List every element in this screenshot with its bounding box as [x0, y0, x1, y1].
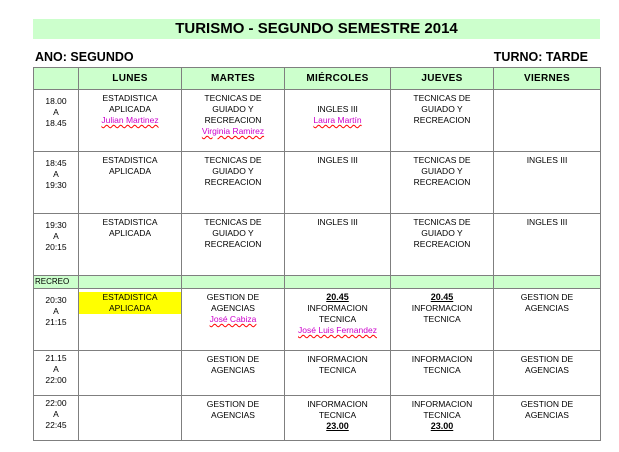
day-header: MIÉRCOLES: [285, 68, 391, 90]
class-cell: [285, 152, 391, 214]
time-text: A: [53, 409, 59, 419]
subject-text: RECREACION: [413, 239, 471, 249]
class-cell: [391, 289, 494, 351]
class-cell: [182, 214, 285, 276]
subject-text: GESTION DE: [206, 399, 260, 409]
subject-text: GUIADO Y: [421, 228, 463, 238]
time-text: A: [53, 306, 59, 316]
day-header: MARTES: [182, 68, 285, 90]
class-cell: [285, 396, 391, 441]
time-slot: [34, 90, 79, 152]
subject-text: TECNICA: [423, 365, 461, 375]
shift-label: TURNO: TARDE: [493, 50, 588, 64]
class-cell: [391, 90, 494, 152]
class-cell: [494, 214, 601, 276]
subject-text: AGENCIAS: [525, 303, 569, 313]
subject-text: [285, 93, 390, 104]
recreo-cell: [285, 276, 391, 289]
header-corner: [34, 68, 79, 90]
subject-text: INFORMACION: [411, 399, 473, 409]
schedule-row: [34, 214, 601, 276]
class-cell: [391, 214, 494, 276]
subject-text: TECNICAS DE: [204, 155, 262, 165]
class-cell: [182, 396, 285, 441]
subject-text: GESTION DE: [520, 399, 574, 409]
time-text: 22:00: [45, 375, 67, 385]
recreo-cell: [182, 276, 285, 289]
recreo-cell: [79, 276, 182, 289]
day-header: VIERNES: [494, 68, 601, 90]
class-cell: [494, 152, 601, 214]
recreo-row: [34, 276, 601, 289]
subject-text: TECNICA: [318, 365, 357, 375]
schedule-title: TURISMO - SEGUNDO SEMESTRE 2014: [33, 19, 600, 39]
subject-text: RECREACION: [204, 239, 262, 249]
subject-text: ESTADISTICA: [102, 93, 158, 103]
subject-text: INFORMACION: [411, 303, 473, 313]
subject-text: GESTION DE: [206, 292, 260, 302]
subject-text: APLICADA: [108, 104, 152, 114]
time-slot: [34, 152, 79, 214]
subject-text: INFORMACION: [307, 354, 368, 364]
schedule-row: [34, 289, 601, 351]
subject-text: INFORMACION: [307, 399, 368, 409]
subject-text: TECNICAS DE: [413, 217, 471, 227]
subject-text: INGLES III: [526, 155, 568, 165]
time-slot: [34, 396, 79, 441]
subject-text: GESTION DE: [520, 354, 574, 364]
start-time: 20.45: [326, 292, 349, 302]
subject-text: AGENCIAS: [211, 303, 255, 313]
class-cell: [494, 351, 601, 396]
class-cell: [494, 396, 601, 441]
subject-text: INFORMACION: [307, 303, 368, 313]
subject-text: APLICADA: [108, 228, 152, 238]
subject-text: TECNICA: [423, 410, 461, 420]
subject-text: ESTADISTICA: [79, 292, 181, 303]
recreo-label: RECREO: [34, 276, 79, 289]
subject-text: AGENCIAS: [525, 365, 569, 375]
time-text: 20:15: [45, 242, 67, 252]
subject-text: ESTADISTICA: [102, 217, 158, 227]
subject-text: AGENCIAS: [211, 410, 255, 420]
end-time: 23.00: [326, 421, 349, 431]
teacher-name: Virginia Ramirez: [201, 126, 265, 136]
class-cell: [494, 90, 601, 152]
class-cell: [182, 152, 285, 214]
subject-text: INGLES III: [317, 104, 358, 114]
schedule-row: [34, 152, 601, 214]
subject-text: AGENCIAS: [525, 410, 569, 420]
subject-text: GUIADO Y: [212, 228, 254, 238]
subject-text: GUIADO Y: [212, 166, 254, 176]
header-row: [34, 68, 601, 90]
time-text: 21:15: [45, 317, 67, 327]
time-text: 22:00: [45, 398, 67, 408]
subject-text: APLICADA: [79, 303, 181, 314]
time-text: 19:30: [45, 180, 67, 190]
subject-text: GUIADO Y: [421, 104, 463, 114]
subject-text: TECNICAS DE: [204, 93, 262, 103]
time-text: A: [53, 364, 59, 374]
time-text: 18.00: [45, 96, 67, 106]
schedule-table: [33, 67, 601, 441]
class-cell: [182, 351, 285, 396]
recreo-cell: [494, 276, 601, 289]
time-text: 19:30: [45, 220, 67, 230]
subject-text: TECNICAS DE: [413, 93, 471, 103]
class-cell: [391, 351, 494, 396]
time-slot: [34, 289, 79, 351]
class-cell: [285, 289, 391, 351]
time-slot: [34, 351, 79, 396]
time-text: A: [53, 231, 59, 241]
time-text: 22:45: [45, 420, 67, 430]
class-cell: [79, 90, 182, 152]
subject-text: GESTION DE: [520, 292, 574, 302]
time-text: A: [53, 107, 59, 117]
subject-text: ESTADISTICA: [102, 155, 158, 165]
day-header: LUNES: [79, 68, 182, 90]
subject-text: RECREACION: [204, 177, 262, 187]
subject-text: GESTION DE: [206, 354, 260, 364]
subject-text: INGLES III: [526, 217, 568, 227]
time-text: 18:45: [45, 158, 67, 168]
subject-text: RECREACION: [204, 115, 262, 125]
class-cell: [79, 396, 182, 441]
time-slot: [34, 214, 79, 276]
subject-text: TECNICA: [423, 314, 461, 324]
time-text: A: [53, 169, 59, 179]
subject-text: INFORMACION: [411, 354, 473, 364]
subject-text: RECREACION: [413, 177, 471, 187]
class-cell: [391, 396, 494, 441]
day-header: JUEVES: [391, 68, 494, 90]
start-time: 20.45: [430, 292, 454, 302]
class-cell: [285, 90, 391, 152]
time-text: 18.45: [45, 118, 67, 128]
class-cell: [182, 289, 285, 351]
subject-text: AGENCIAS: [211, 365, 255, 375]
subject-text: GUIADO Y: [421, 166, 463, 176]
subject-text: TECNICAS DE: [204, 217, 262, 227]
class-cell: [494, 289, 601, 351]
year-label: ANO: SEGUNDO: [35, 50, 134, 64]
subject-text: GUIADO Y: [212, 104, 254, 114]
subject-text: INGLES III: [317, 217, 358, 227]
teacher-name: José Cabiza: [209, 314, 257, 324]
schedule-row: [34, 90, 601, 152]
subject-text: TECNICAS DE: [413, 155, 471, 165]
class-cell: [79, 152, 182, 214]
teacher-name: Julian Martinez: [101, 115, 159, 125]
schedule-row: [34, 351, 601, 396]
subject-text: TECNICA: [318, 314, 357, 324]
class-cell: [79, 351, 182, 396]
subject-text: APLICADA: [108, 166, 152, 176]
time-text: 20:30: [45, 295, 67, 305]
teacher-name: José Luis Fernandez: [298, 325, 377, 335]
class-cell: [79, 214, 182, 276]
recreo-cell: [391, 276, 494, 289]
subject-text: RECREACION: [413, 115, 471, 125]
class-cell: [79, 289, 182, 351]
time-text: 21.15: [45, 353, 67, 363]
class-cell: [391, 152, 494, 214]
schedule-row: [34, 396, 601, 441]
end-time: 23.00: [430, 421, 454, 431]
class-cell: [285, 214, 391, 276]
class-cell: [182, 90, 285, 152]
teacher-name: Laura Martín: [313, 115, 362, 125]
class-cell: [285, 351, 391, 396]
subject-text: TECNICA: [318, 410, 357, 420]
subject-text: INGLES III: [317, 155, 358, 165]
